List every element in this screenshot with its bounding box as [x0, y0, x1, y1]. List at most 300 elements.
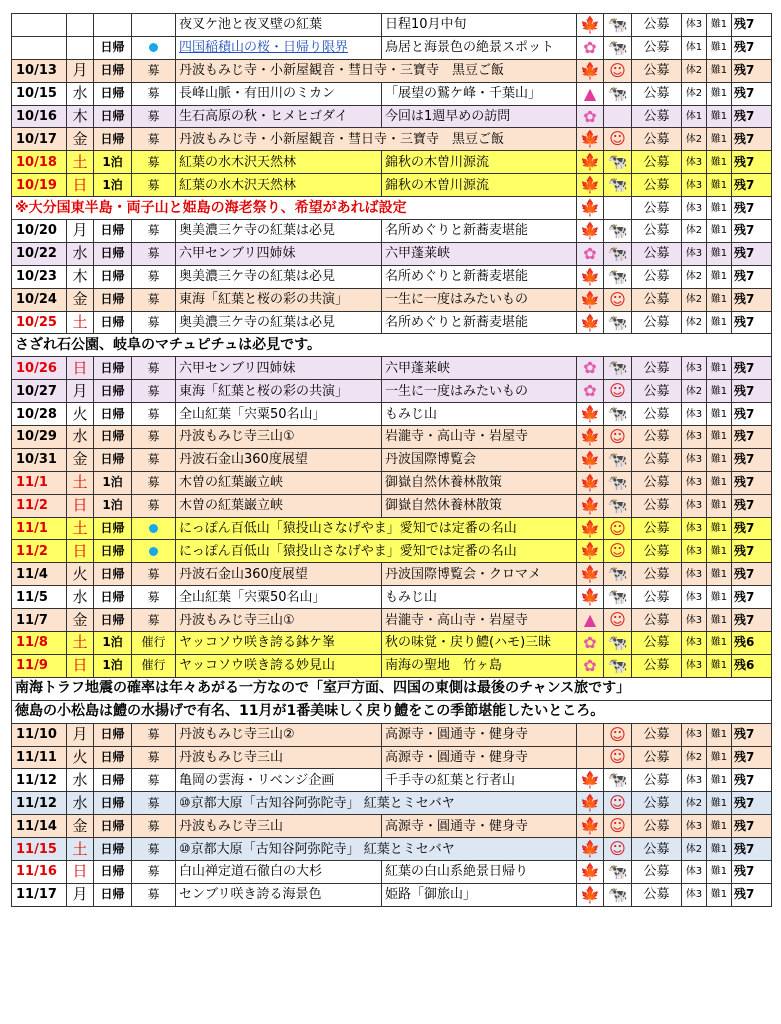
weekday-cell: 金	[67, 288, 94, 311]
tour-subtitle: 秋の味覚・戻り鱧(ハモ)三昧	[382, 632, 577, 655]
remaining-cell: 残7	[732, 357, 772, 380]
icon-cell-1	[577, 448, 604, 471]
weekday-cell: 金	[67, 815, 94, 838]
icon-cell-1	[577, 723, 604, 746]
tour-title: 東海「紅葉と桜の彩の共演」	[176, 380, 382, 403]
table-row	[12, 265, 772, 288]
date-cell: 11/4	[12, 563, 67, 586]
type-cell: 日帰	[94, 357, 132, 380]
cow-icon: 🐄	[607, 587, 628, 607]
stamina-cell: 体3	[682, 517, 707, 540]
weekday-cell: 月	[67, 59, 94, 82]
icon-cell-2	[604, 174, 632, 197]
table-row	[12, 36, 772, 59]
maple-icon: 🍁	[580, 14, 600, 34]
tour-title: 丹波石金山360度展望	[176, 563, 382, 586]
icon-cell-1	[577, 654, 604, 677]
difficulty-cell: 難1	[707, 242, 732, 265]
icon-cell-1	[577, 242, 604, 265]
type-cell: 日帰	[94, 105, 132, 128]
recruit-cell: 募	[132, 426, 176, 449]
public-cell: 公募	[632, 609, 682, 632]
icon-cell-2	[604, 151, 632, 174]
date-cell: 10/20	[12, 220, 67, 243]
type-cell: 1泊	[94, 174, 132, 197]
difficulty-cell: 難1	[707, 14, 732, 37]
icon-cell-1	[577, 632, 604, 655]
type-cell: 日帰	[94, 540, 132, 563]
difficulty-cell: 難1	[707, 220, 732, 243]
sakura-icon: ✿	[583, 381, 597, 401]
tour-title: ヤッコソウ咲き誇る鉢ケ峯	[176, 632, 382, 655]
recruit-cell: 募	[132, 265, 176, 288]
weekday-cell: 金	[67, 448, 94, 471]
recruit-cell: 募	[132, 403, 176, 426]
table-row	[12, 82, 772, 105]
stamina-cell: 体3	[682, 14, 707, 37]
weekday-cell	[67, 14, 94, 37]
remaining-cell: 残6	[732, 632, 772, 655]
public-cell: 公募	[632, 517, 682, 540]
public-cell: 公募	[632, 14, 682, 37]
remaining-cell: 残7	[732, 59, 772, 82]
icon-cell-2	[604, 792, 632, 815]
cow-icon: 🐄	[607, 449, 628, 469]
public-cell: 公募	[632, 586, 682, 609]
table-row	[12, 883, 772, 906]
weekday-cell: 日	[67, 174, 94, 197]
weekday-cell: 水	[67, 426, 94, 449]
note-row	[12, 700, 772, 723]
date-cell: 11/1	[12, 517, 67, 540]
maple-icon: 🍁	[580, 839, 600, 858]
sakura-icon: ✿	[583, 632, 597, 652]
type-cell: 1泊	[94, 654, 132, 677]
tour-subtitle: 錦秋の木曽川源流	[382, 174, 577, 197]
sakura-icon: ✿	[583, 358, 597, 378]
icon-cell-1	[577, 426, 604, 449]
tiger-face-icon: ☺	[609, 426, 626, 446]
difficulty-cell: 難1	[707, 792, 732, 815]
tour-subtitle: 「展望の鷲ケ峰・千葉山」	[382, 82, 577, 105]
tour-title: 丹波もみじ寺・小新屋観音・彗日寺・三寶寺 黒豆ご飯	[176, 128, 577, 151]
remaining-cell: 残7	[732, 517, 772, 540]
stamina-cell: 体3	[682, 426, 707, 449]
icon-cell-1	[577, 883, 604, 906]
tour-title: にっぽん百低山「猿投山さなげやま」愛知では定番の名山	[176, 517, 577, 540]
icon-cell-1	[577, 82, 604, 105]
icon-cell-1	[577, 265, 604, 288]
tour-subtitle: 名所めぐりと新蕎麦堪能	[382, 311, 577, 334]
remaining-cell: 残7	[732, 151, 772, 174]
table-row	[12, 380, 772, 403]
difficulty-cell: 難1	[707, 197, 732, 220]
weekday-cell: 水	[67, 769, 94, 792]
tour-subtitle: 岩瀧寺・高山寺・岩屋寺	[382, 426, 577, 449]
remaining-cell: 残7	[732, 403, 772, 426]
type-cell: 日帰	[94, 82, 132, 105]
weekday-cell: 火	[67, 746, 94, 769]
tour-subtitle: 高源寺・圓通寺・健身寺	[382, 746, 577, 769]
weekday-cell: 木	[67, 105, 94, 128]
icon-cell-1	[577, 128, 604, 151]
difficulty-cell: 難1	[707, 654, 732, 677]
type-cell: 日帰	[94, 448, 132, 471]
difficulty-cell: 難1	[707, 471, 732, 494]
weekday-cell: 金	[67, 128, 94, 151]
icon-cell-1	[577, 403, 604, 426]
icon-cell-2	[604, 14, 632, 37]
difficulty-cell: 難1	[707, 632, 732, 655]
recruit-cell: 催行	[132, 632, 176, 655]
icon-cell-2	[604, 746, 632, 769]
icon-cell-2	[604, 860, 632, 883]
icon-cell-2	[604, 403, 632, 426]
weekday-cell: 土	[67, 632, 94, 655]
icon-cell-1	[577, 586, 604, 609]
dot-icon	[149, 547, 158, 556]
icon-cell-1	[577, 471, 604, 494]
public-cell: 公募	[632, 815, 682, 838]
type-cell: 日帰	[94, 128, 132, 151]
tour-schedule-table	[11, 13, 772, 907]
date-cell: 10/17	[12, 128, 67, 151]
icon-cell-2	[604, 494, 632, 517]
maple-icon: 🍁	[580, 884, 600, 904]
maple-icon: 🍁	[580, 60, 600, 80]
public-cell: 公募	[632, 151, 682, 174]
maple-icon: 🍁	[580, 266, 600, 286]
stamina-cell: 体2	[682, 746, 707, 769]
stamina-cell: 体3	[682, 723, 707, 746]
public-cell: 公募	[632, 380, 682, 403]
difficulty-cell: 難1	[707, 357, 732, 380]
public-cell: 公募	[632, 448, 682, 471]
tour-subtitle: 名所めぐりと新蕎麦堪能	[382, 220, 577, 243]
type-cell: 日帰	[94, 883, 132, 906]
date-cell: 11/15	[12, 838, 67, 861]
stamina-cell: 体3	[682, 242, 707, 265]
difficulty-cell: 難1	[707, 815, 732, 838]
stamina-cell: 体2	[682, 380, 707, 403]
icon-cell-1	[577, 105, 604, 128]
icon-cell-1	[577, 746, 604, 769]
icon-cell-1	[577, 357, 604, 380]
stamina-cell: 体3	[682, 883, 707, 906]
difficulty-cell: 難1	[707, 723, 732, 746]
note-text: ※大分国東半島・両子山と姫島の海老祭り、希望があれば設定	[12, 197, 577, 220]
tour-subtitle: 丹波国際博覧会	[382, 448, 577, 471]
note-row	[12, 677, 772, 700]
remaining-cell: 残7	[732, 792, 772, 815]
icon-cell-2	[604, 586, 632, 609]
public-cell: 公募	[632, 105, 682, 128]
tiger-face-icon: ☺	[609, 289, 626, 309]
difficulty-cell: 難1	[707, 883, 732, 906]
tour-title: 六甲センブリ四姉妹	[176, 242, 382, 265]
type-cell	[94, 14, 132, 37]
tour-subtitle: 一生に一度はみたいもの	[382, 380, 577, 403]
weekday-cell: 金	[67, 609, 94, 632]
stamina-cell: 体1	[682, 36, 707, 59]
public-cell: 公募	[632, 59, 682, 82]
tiger-face-icon: ☺	[609, 747, 626, 767]
table-row	[12, 403, 772, 426]
public-cell: 公募	[632, 746, 682, 769]
table-row	[12, 288, 772, 311]
tiger-face-icon: ☺	[609, 610, 626, 630]
remaining-cell: 残7	[732, 105, 772, 128]
recruit-cell: 募	[132, 448, 176, 471]
tiger-face-icon: ☺	[609, 60, 626, 80]
difficulty-cell: 難1	[707, 288, 732, 311]
recruit-cell: 催行	[132, 654, 176, 677]
icon-cell-2	[604, 883, 632, 906]
icon-cell-1	[577, 14, 604, 37]
public-cell: 公募	[632, 82, 682, 105]
icon-cell-2	[604, 815, 632, 838]
date-cell: 10/26	[12, 357, 67, 380]
tour-title: 丹波もみじ寺・小新屋観音・彗日寺・三寶寺 黒豆ご飯	[176, 59, 577, 82]
icon-cell-1	[577, 517, 604, 540]
icon-cell-2	[604, 220, 632, 243]
remaining-cell: 残7	[732, 448, 772, 471]
tour-title: 奥美濃三ケ寺の紅葉は必見	[176, 311, 382, 334]
tour-subtitle: 一生に一度はみたいもの	[382, 288, 577, 311]
type-cell: 日帰	[94, 426, 132, 449]
type-cell: 日帰	[94, 746, 132, 769]
tour-title: ヤッコソウ咲き誇る妙見山	[176, 654, 382, 677]
table-row	[12, 517, 772, 540]
table-row	[12, 746, 772, 769]
mountain-icon: ▲	[583, 610, 597, 630]
tour-title: 丹波もみじ寺三山①	[176, 609, 382, 632]
date-cell: 10/27	[12, 380, 67, 403]
difficulty-cell: 難1	[707, 860, 732, 883]
difficulty-cell: 難1	[707, 494, 732, 517]
tour-subtitle: 鳥居と海景色の絶景スポット	[382, 36, 577, 59]
tour-title: 夜叉ケ池と夜叉壁の紅葉	[176, 14, 382, 37]
tiger-face-icon: ☺	[609, 816, 626, 836]
date-cell: 11/5	[12, 586, 67, 609]
icon-cell-2	[604, 59, 632, 82]
recruit-cell	[132, 14, 176, 37]
sakura-icon: ✿	[583, 37, 597, 57]
icon-cell-2	[604, 197, 632, 220]
icon-cell-2	[604, 265, 632, 288]
weekday-cell: 土	[67, 838, 94, 861]
difficulty-cell: 難1	[707, 380, 732, 403]
table-row	[12, 815, 772, 838]
maple-icon: 🍁	[580, 587, 600, 607]
weekday-cell: 日	[67, 860, 94, 883]
weekday-cell: 月	[67, 883, 94, 906]
date-cell: 11/10	[12, 723, 67, 746]
remaining-cell: 残7	[732, 197, 772, 220]
date-cell	[12, 36, 67, 59]
recruit-cell: 募	[132, 220, 176, 243]
remaining-cell: 残7	[732, 769, 772, 792]
tiger-face-icon: ☺	[609, 541, 626, 561]
tour-title: 生石高原の秋・ヒメヒゴダイ	[176, 105, 382, 128]
mountain-icon: ▲	[583, 83, 597, 103]
recruit-cell: 募	[132, 494, 176, 517]
public-cell: 公募	[632, 769, 682, 792]
icon-cell-2	[604, 128, 632, 151]
stamina-cell: 体3	[682, 609, 707, 632]
icon-cell-1	[577, 197, 604, 220]
icon-cell-2	[604, 654, 632, 677]
stamina-cell: 体3	[682, 586, 707, 609]
date-cell: 10/16	[12, 105, 67, 128]
stamina-cell: 体2	[682, 311, 707, 334]
cow-icon: 🐄	[607, 472, 628, 492]
weekday-cell: 日	[67, 540, 94, 563]
type-cell: 日帰	[94, 242, 132, 265]
table-row	[12, 242, 772, 265]
tiger-face-icon: ☺	[609, 839, 626, 858]
date-cell: 10/29	[12, 426, 67, 449]
icon-cell-2	[604, 311, 632, 334]
type-cell: 日帰	[94, 403, 132, 426]
public-cell: 公募	[632, 242, 682, 265]
difficulty-cell: 難1	[707, 59, 732, 82]
remaining-cell: 残7	[732, 242, 772, 265]
recruit-cell: 募	[132, 815, 176, 838]
remaining-cell: 残7	[732, 609, 772, 632]
cow-icon: 🐄	[607, 266, 628, 286]
public-cell: 公募	[632, 860, 682, 883]
table-row	[12, 426, 772, 449]
icon-cell-1	[577, 609, 604, 632]
weekday-cell: 水	[67, 82, 94, 105]
type-cell: 日帰	[94, 838, 132, 861]
remaining-cell: 残7	[732, 288, 772, 311]
remaining-cell: 残7	[732, 883, 772, 906]
icon-cell-2	[604, 357, 632, 380]
tour-title-link[interactable]: 四国稲積山の桜・日帰り限界	[179, 40, 349, 56]
remaining-cell: 残7	[732, 265, 772, 288]
table-row	[12, 723, 772, 746]
public-cell: 公募	[632, 197, 682, 220]
public-cell: 公募	[632, 494, 682, 517]
tour-subtitle: もみじ山	[382, 403, 577, 426]
weekday-cell: 月	[67, 220, 94, 243]
tour-title: 丹波もみじ寺三山①	[176, 426, 382, 449]
date-cell: 11/17	[12, 883, 67, 906]
difficulty-cell: 難1	[707, 105, 732, 128]
recruit-cell: 募	[132, 380, 176, 403]
cow-icon: 🐄	[607, 861, 628, 881]
cow-icon: 🐄	[607, 152, 628, 172]
weekday-cell: 水	[67, 242, 94, 265]
difficulty-cell: 難1	[707, 311, 732, 334]
stamina-cell: 体3	[682, 197, 707, 220]
type-cell: 日帰	[94, 609, 132, 632]
table-row	[12, 59, 772, 82]
public-cell: 公募	[632, 838, 682, 861]
table-row	[12, 128, 772, 151]
cow-icon: 🐄	[607, 564, 628, 584]
table-row	[12, 311, 772, 334]
public-cell: 公募	[632, 220, 682, 243]
cow-icon: 🐄	[607, 884, 628, 904]
tiger-face-icon: ☺	[609, 518, 626, 538]
icon-cell-2	[604, 769, 632, 792]
table-row	[12, 494, 772, 517]
difficulty-cell: 難1	[707, 151, 732, 174]
date-cell: 10/22	[12, 242, 67, 265]
icon-cell-1	[577, 220, 604, 243]
public-cell: 公募	[632, 288, 682, 311]
date-cell: 10/25	[12, 311, 67, 334]
date-cell: 11/12	[12, 769, 67, 792]
tour-subtitle: 岩瀧寺・高山寺・岩屋寺	[382, 609, 577, 632]
date-cell	[12, 14, 67, 37]
type-cell: 日帰	[94, 59, 132, 82]
date-cell: 11/1	[12, 471, 67, 494]
icon-cell-1	[577, 36, 604, 59]
icon-cell-1	[577, 151, 604, 174]
date-cell: 11/7	[12, 609, 67, 632]
remaining-cell: 残7	[732, 174, 772, 197]
note-row	[12, 334, 772, 357]
tour-title: 丹波もみじ寺三山	[176, 746, 382, 769]
date-cell: 10/13	[12, 59, 67, 82]
type-cell: 日帰	[94, 769, 132, 792]
tour-subtitle: 今回は1週早めの訪問	[382, 105, 577, 128]
stamina-cell: 体3	[682, 494, 707, 517]
icon-cell-2	[604, 609, 632, 632]
type-cell: 1泊	[94, 151, 132, 174]
type-cell: 日帰	[94, 860, 132, 883]
recruit-cell: 募	[132, 746, 176, 769]
icon-cell-2	[604, 632, 632, 655]
difficulty-cell: 難1	[707, 448, 732, 471]
recruit-cell: 募	[132, 59, 176, 82]
type-cell: 日帰	[94, 288, 132, 311]
recruit-cell: 募	[132, 609, 176, 632]
weekday-cell: 日	[67, 357, 94, 380]
tour-subtitle: 高源寺・圓通寺・健身寺	[382, 723, 577, 746]
tour-title: 六甲センブリ四姉妹	[176, 357, 382, 380]
cow-icon: 🐄	[607, 14, 628, 34]
table-row	[12, 14, 772, 37]
maple-icon: 🍁	[580, 518, 600, 538]
tour-subtitle: 錦秋の木曽川源流	[382, 151, 577, 174]
stamina-cell: 体2	[682, 82, 707, 105]
public-cell: 公募	[632, 426, 682, 449]
icon-cell-2	[604, 517, 632, 540]
cow-icon: 🐄	[607, 495, 628, 515]
icon-cell-1	[577, 380, 604, 403]
icon-cell-2	[604, 448, 632, 471]
recruit-cell: 募	[132, 128, 176, 151]
remaining-cell: 残7	[732, 586, 772, 609]
difficulty-cell: 難1	[707, 174, 732, 197]
stamina-cell: 体3	[682, 403, 707, 426]
remaining-cell: 残7	[732, 838, 772, 861]
icon-cell-2	[604, 242, 632, 265]
public-cell: 公募	[632, 540, 682, 563]
cow-icon: 🐄	[607, 655, 628, 675]
remaining-cell: 残7	[732, 471, 772, 494]
table-row	[12, 151, 772, 174]
maple-icon: 🍁	[580, 793, 600, 813]
date-cell: 10/23	[12, 265, 67, 288]
icon-cell-2	[604, 105, 632, 128]
icon-cell-1	[577, 288, 604, 311]
